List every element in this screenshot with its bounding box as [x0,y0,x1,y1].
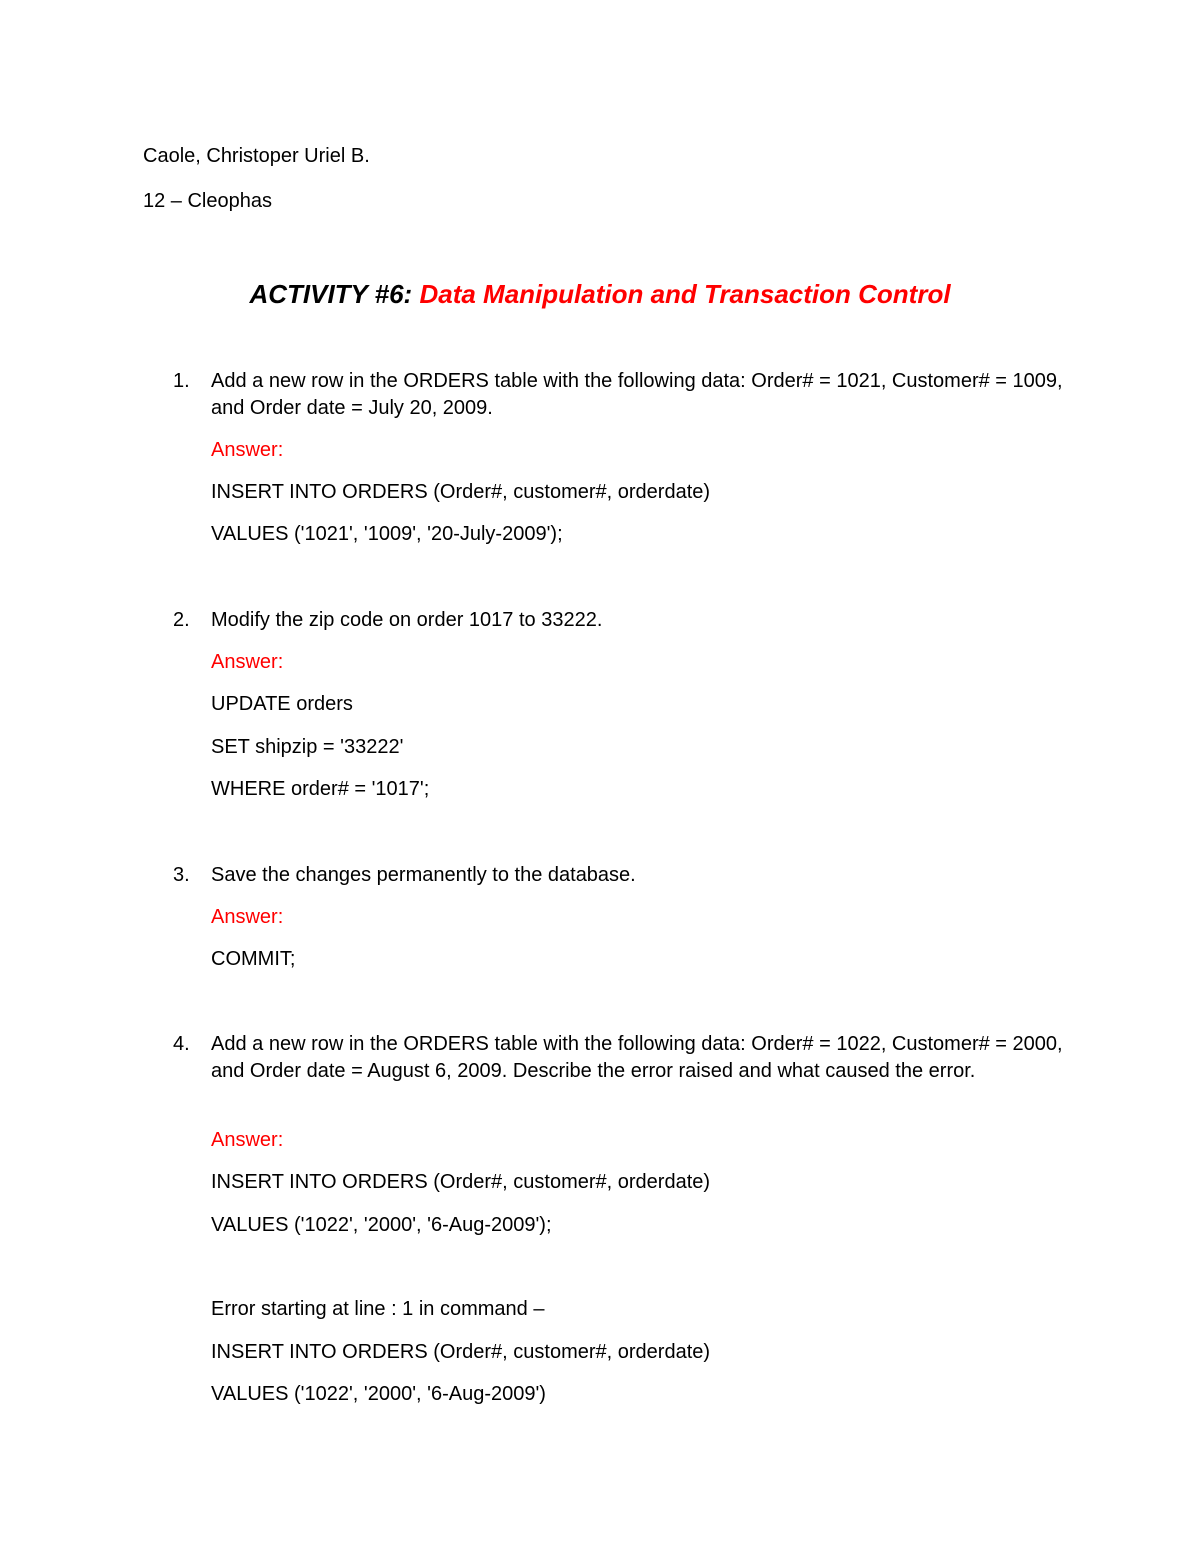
item-number: 4. [173,1033,190,1055]
student-section: 12 – Cleophas [143,190,272,212]
error-line: INSERT INTO ORDERS (Order#, customer#, orderdate) [211,1341,711,1363]
answer-line: UPDATE orders [211,693,353,715]
activity-title [0,278,1200,310]
error-line: VALUES ('1022', '2000', '6-Aug-2009') [211,1383,546,1405]
answer-line: INSERT INTO ORDERS (Order#, customer#, orderdate) [211,481,711,503]
answer-line: SET shipzip = '33222' [211,736,404,758]
answer-line: WHERE order# = '1017'; [211,778,430,800]
answer-label: Answer: [211,906,284,928]
error-line: Error starting at line : 1 in command – [211,1298,545,1320]
answer-line: COMMIT; [211,948,296,970]
answer-label: Answer: [211,439,284,461]
item-number: 2. [173,609,190,631]
item-number: 3. [173,864,190,886]
answer-line: INSERT INTO ORDERS (Order#, customer#, orderdate) [211,1171,711,1193]
answer-line: VALUES ('1021', '1009', '20-July-2009'); [211,523,563,545]
question-text: Add a new row in the ORDERS table with the following data: Order# = 1022, Customer# = 2000, and Order date = August 6, 2009. Describe the error raised and what caused the error. [211,1033,1063,1082]
activity-title-accent: Data Manipulation and Transaction Control [419,279,951,309]
student-name: Caole, Christoper Uriel B. [143,145,370,167]
answer-line: VALUES ('1022', '2000', '6-Aug-2009'); [211,1214,552,1236]
answer-label: Answer: [211,1129,284,1151]
question-text: Save the changes permanently to the database. [211,864,636,886]
question-text: Modify the zip code on order 1017 to 33222. [211,609,603,631]
question-text: Add a new row in the ORDERS table with the following data: Order# = 1021, Customer# = 1009, and Order date = July 20, 2009. [211,370,1063,419]
answer-label: Answer: [211,651,284,673]
activity-title-prefix: ACTIVITY #6: [249,279,420,309]
item-number: 1. [173,370,190,392]
